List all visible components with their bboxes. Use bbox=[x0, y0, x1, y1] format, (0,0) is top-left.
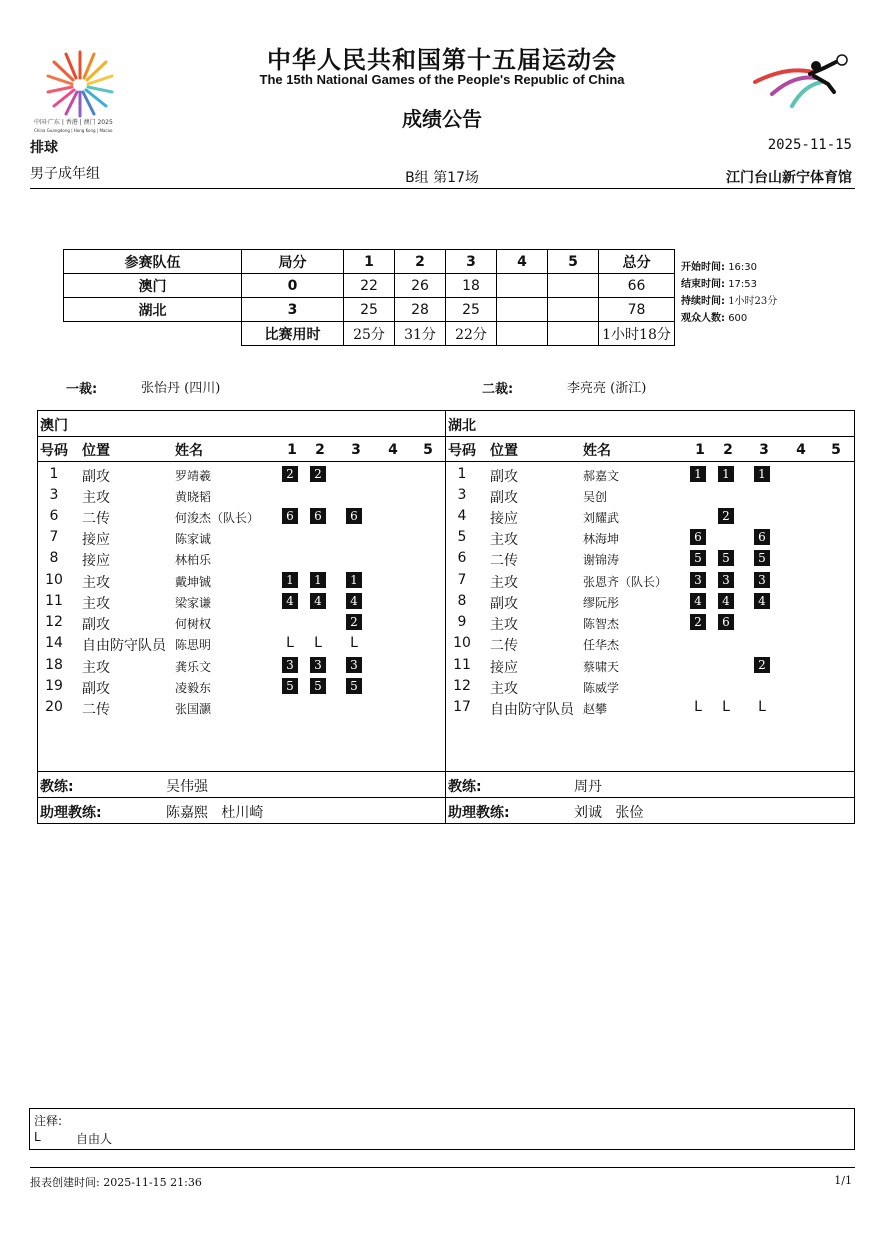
player-position: 二传 bbox=[82, 702, 110, 718]
starting-position-box: 2 bbox=[690, 614, 706, 630]
col-header-no: 号码 bbox=[40, 443, 68, 459]
libero-mark: L bbox=[314, 635, 322, 651]
player-number: 3 bbox=[457, 487, 467, 503]
score-s4 bbox=[497, 298, 548, 322]
starting-position-box: 4 bbox=[754, 593, 770, 609]
starting-position-box: 5 bbox=[346, 678, 362, 694]
score-header-total: 总分 bbox=[599, 250, 675, 274]
player-name: 梁家谦 bbox=[175, 596, 212, 610]
starting-position-box: 1 bbox=[282, 572, 298, 588]
player-position: 副攻 bbox=[82, 681, 110, 697]
score-header-row bbox=[64, 250, 675, 274]
starting-position-box: 2 bbox=[718, 508, 734, 524]
starting-position-box: 4 bbox=[718, 593, 734, 609]
player-number: 5 bbox=[457, 529, 467, 545]
assistant-coach-names: 刘诚 张俭 bbox=[574, 805, 644, 821]
duration-s2: 31分 bbox=[395, 322, 446, 346]
score-s3: 18 bbox=[446, 274, 497, 298]
starting-position-box: 4 bbox=[346, 593, 362, 609]
player-name: 林柏乐 bbox=[175, 553, 212, 567]
coach-label: 教练: bbox=[448, 779, 482, 795]
col-header-pos: 位置 bbox=[490, 443, 518, 459]
col-header-name: 姓名 bbox=[175, 443, 203, 459]
score-s1: 22 bbox=[344, 274, 395, 298]
assistant-coach-label: 助理教练: bbox=[40, 805, 102, 821]
player-number: 12 bbox=[453, 678, 471, 694]
player-position: 主攻 bbox=[490, 532, 518, 548]
player-position: 副攻 bbox=[490, 469, 518, 485]
notes-key: L bbox=[34, 1130, 41, 1144]
player-position: 主攻 bbox=[82, 596, 110, 612]
player-name: 林海坤 bbox=[583, 532, 620, 546]
starting-position-box: 5 bbox=[718, 550, 734, 566]
score-sets-won: 3 bbox=[242, 298, 344, 322]
player-name: 何树权 bbox=[175, 617, 212, 631]
games-title-cn: 中华人民共和国第十五届运动会 bbox=[267, 46, 617, 74]
starting-position-box: 3 bbox=[754, 572, 770, 588]
player-position: 二传 bbox=[490, 638, 518, 654]
score-team: 湖北 bbox=[64, 298, 242, 322]
player-position: 副攻 bbox=[82, 469, 110, 485]
score-header-sets: 局分 bbox=[242, 250, 344, 274]
starting-position-box: 5 bbox=[310, 678, 326, 694]
end-time-label: 结束时间: bbox=[681, 279, 725, 290]
player-number: 8 bbox=[49, 550, 59, 566]
player-number: 6 bbox=[49, 508, 59, 524]
player-name: 刘耀武 bbox=[583, 511, 620, 525]
player-number: 19 bbox=[45, 678, 63, 694]
player-position: 自由防守队员 bbox=[82, 638, 166, 654]
starting-position-box: 2 bbox=[310, 466, 326, 482]
player-number: 11 bbox=[45, 593, 63, 609]
coach-name: 吴伟强 bbox=[166, 779, 208, 795]
page-number: 1/1 bbox=[834, 1174, 852, 1187]
player-number: 1 bbox=[457, 466, 467, 482]
first-referee: 张怡丹 (四川) bbox=[141, 381, 221, 396]
player-name: 何浚杰（队长） bbox=[175, 511, 260, 525]
libero-mark: L bbox=[694, 699, 702, 715]
duration-label: 持续时间: bbox=[681, 296, 725, 307]
logo-caption: 中国·广东 | 香港 | 澳门 2025 bbox=[34, 119, 113, 126]
player-name: 陈家诚 bbox=[175, 532, 212, 546]
second-referee: 李亮亮 (浙江) bbox=[567, 381, 647, 396]
libero-mark: L bbox=[350, 635, 358, 651]
footer-divider bbox=[30, 1167, 855, 1168]
player-name: 赵攀 bbox=[583, 702, 608, 716]
document-title: 成绩公告 bbox=[402, 107, 482, 131]
player-position: 主攻 bbox=[82, 575, 110, 591]
starting-position-box: 3 bbox=[690, 572, 706, 588]
match-info bbox=[681, 259, 777, 327]
starting-position-box: 2 bbox=[346, 614, 362, 630]
col-header-set-4: 4 bbox=[388, 442, 398, 458]
starting-position-box: 4 bbox=[282, 593, 298, 609]
start-time: 16:30 bbox=[728, 262, 758, 273]
score-header-s1: 1 bbox=[344, 250, 395, 274]
notes-value: 自由人 bbox=[76, 1132, 113, 1146]
first-referee-label: 一裁: bbox=[66, 382, 98, 397]
score-header-s3: 3 bbox=[446, 250, 497, 274]
player-number: 12 bbox=[45, 614, 63, 630]
duration-label: 比赛用时 bbox=[242, 322, 344, 346]
player-number: 18 bbox=[45, 657, 63, 673]
player-position: 接应 bbox=[490, 660, 518, 676]
player-number: 9 bbox=[457, 614, 467, 630]
score-sets-won: 0 bbox=[242, 274, 344, 298]
starting-position-box: 2 bbox=[282, 466, 298, 482]
player-number: 14 bbox=[45, 635, 63, 651]
player-name: 陈思明 bbox=[175, 638, 212, 652]
col-header-name: 姓名 bbox=[583, 443, 611, 459]
starting-position-box: 3 bbox=[718, 572, 734, 588]
assistant-coach-names: 陈嘉熙 杜川崎 bbox=[166, 805, 264, 821]
starting-position-box: 5 bbox=[754, 550, 770, 566]
starting-position-box: 1 bbox=[754, 466, 770, 482]
score-s5 bbox=[548, 298, 599, 322]
starting-position-box: 5 bbox=[690, 550, 706, 566]
score-row bbox=[64, 298, 675, 322]
starting-position-box: 6 bbox=[346, 508, 362, 524]
starting-position-box: 3 bbox=[310, 657, 326, 673]
score-s1: 25 bbox=[344, 298, 395, 322]
starting-position-box: 3 bbox=[346, 657, 362, 673]
player-name: 谢锦涛 bbox=[583, 553, 620, 567]
libero-mark: L bbox=[722, 699, 730, 715]
starting-position-box: 4 bbox=[690, 593, 706, 609]
col-header-set-5: 5 bbox=[423, 442, 433, 458]
starting-position-box: 1 bbox=[718, 466, 734, 482]
player-position: 副攻 bbox=[490, 596, 518, 612]
starting-position-box: 3 bbox=[282, 657, 298, 673]
player-name: 黄晓韬 bbox=[175, 490, 212, 504]
category: 男子成年组 bbox=[30, 166, 100, 182]
player-name: 张恩齐（队长） bbox=[583, 575, 668, 589]
starting-position-box: 6 bbox=[282, 508, 298, 524]
duration-value: 1小时23分 bbox=[728, 296, 778, 307]
player-number: 10 bbox=[453, 635, 471, 651]
player-name: 陈智杰 bbox=[583, 617, 620, 631]
header-divider bbox=[30, 188, 855, 189]
duration-total: 1小时18分 bbox=[599, 322, 675, 346]
player-name: 郝嘉文 bbox=[583, 469, 620, 483]
end-time: 17:53 bbox=[728, 279, 758, 290]
player-name: 张国灏 bbox=[175, 702, 212, 716]
score-table bbox=[63, 249, 675, 346]
duration-s1: 25分 bbox=[344, 322, 395, 346]
player-number: 10 bbox=[45, 572, 63, 588]
score-total: 78 bbox=[599, 298, 675, 322]
player-position: 主攻 bbox=[490, 681, 518, 697]
col-header-set-4: 4 bbox=[796, 442, 806, 458]
starting-position-box: 6 bbox=[718, 614, 734, 630]
duration-row bbox=[64, 322, 675, 346]
player-name: 凌毅东 bbox=[175, 681, 212, 695]
notes-box bbox=[29, 1108, 855, 1150]
player-name: 缪阮彤 bbox=[583, 596, 620, 610]
col-header-set-3: 3 bbox=[351, 442, 361, 458]
group-match: B组 第17场 bbox=[405, 170, 479, 186]
player-position: 二传 bbox=[82, 511, 110, 527]
player-position: 副攻 bbox=[490, 490, 518, 506]
roster-team-name: 湖北 bbox=[448, 418, 476, 434]
score-s2: 28 bbox=[395, 298, 446, 322]
starting-position-box: 4 bbox=[310, 593, 326, 609]
score-header-team: 参赛队伍 bbox=[64, 250, 242, 274]
player-position: 二传 bbox=[490, 553, 518, 569]
player-name: 吴创 bbox=[583, 490, 608, 504]
roster-team-name: 澳门 bbox=[40, 418, 68, 434]
col-header-set-1: 1 bbox=[287, 442, 297, 458]
libero-mark: L bbox=[758, 699, 766, 715]
libero-mark: L bbox=[286, 635, 294, 651]
player-position: 自由防守队员 bbox=[490, 702, 574, 718]
player-position: 主攻 bbox=[82, 660, 110, 676]
player-position: 副攻 bbox=[82, 617, 110, 633]
player-name: 蔡啸天 bbox=[583, 660, 620, 674]
player-number: 20 bbox=[45, 699, 63, 715]
player-position: 主攻 bbox=[82, 490, 110, 506]
col-header-pos: 位置 bbox=[82, 443, 110, 459]
player-number: 6 bbox=[457, 550, 467, 566]
starting-position-box: 6 bbox=[754, 529, 770, 545]
player-number: 7 bbox=[49, 529, 59, 545]
score-header-s4: 4 bbox=[497, 250, 548, 274]
player-name: 龚乐文 bbox=[175, 660, 212, 674]
audience-value: 600 bbox=[728, 313, 748, 324]
starting-position-box: 1 bbox=[346, 572, 362, 588]
roster-divider bbox=[445, 410, 446, 824]
audience-label: 观众人数: bbox=[681, 313, 725, 324]
games-title-en: The 15th National Games of the People's Republic of China bbox=[259, 72, 625, 87]
player-position: 主攻 bbox=[490, 617, 518, 633]
player-number: 7 bbox=[457, 572, 467, 588]
col-header-set-2: 2 bbox=[723, 442, 733, 458]
starting-position-box: 5 bbox=[282, 678, 298, 694]
logo-caption-en: China Guangdong | Hong Kong | Macao bbox=[34, 128, 113, 133]
venue: 江门台山新宁体育馆 bbox=[726, 170, 852, 186]
score-s5 bbox=[548, 274, 599, 298]
player-position: 主攻 bbox=[490, 575, 518, 591]
report-created: 报表创建时间: 2025-11-15 21:36 bbox=[30, 1176, 202, 1189]
coach-label: 教练: bbox=[40, 779, 74, 795]
player-number: 17 bbox=[453, 699, 471, 715]
score-s4 bbox=[497, 274, 548, 298]
score-team: 澳门 bbox=[64, 274, 242, 298]
second-referee-label: 二裁: bbox=[482, 382, 514, 397]
player-number: 8 bbox=[457, 593, 467, 609]
coach-name: 周丹 bbox=[574, 779, 602, 795]
player-number: 4 bbox=[457, 508, 467, 524]
col-header-set-5: 5 bbox=[831, 442, 841, 458]
player-number: 11 bbox=[453, 657, 471, 673]
score-header-s5: 5 bbox=[548, 250, 599, 274]
start-time-label: 开始时间: bbox=[681, 262, 725, 273]
match-date: 2025-11-15 bbox=[767, 137, 852, 153]
score-s3: 25 bbox=[446, 298, 497, 322]
player-name: 戴坤铖 bbox=[175, 575, 212, 589]
score-total: 66 bbox=[599, 274, 675, 298]
player-number: 1 bbox=[49, 466, 59, 482]
duration-s3: 22分 bbox=[446, 322, 497, 346]
starting-position-box: 1 bbox=[310, 572, 326, 588]
duration-s5 bbox=[548, 322, 599, 346]
starting-position-box: 1 bbox=[690, 466, 706, 482]
player-position: 接应 bbox=[82, 532, 110, 548]
player-name: 罗靖羲 bbox=[175, 469, 212, 483]
score-s2: 26 bbox=[395, 274, 446, 298]
starting-position-box: 6 bbox=[690, 529, 706, 545]
player-name: 陈威学 bbox=[583, 681, 620, 695]
starting-position-box: 2 bbox=[754, 657, 770, 673]
col-header-set-2: 2 bbox=[315, 442, 325, 458]
score-row bbox=[64, 274, 675, 298]
player-position: 接应 bbox=[490, 511, 518, 527]
col-header-set-1: 1 bbox=[695, 442, 705, 458]
player-name: 任华杰 bbox=[583, 638, 620, 652]
notes-label: 注释: bbox=[34, 1114, 63, 1128]
player-position: 接应 bbox=[82, 553, 110, 569]
assistant-coach-label: 助理教练: bbox=[448, 805, 510, 821]
duration-s4 bbox=[497, 322, 548, 346]
starting-position-box: 6 bbox=[310, 508, 326, 524]
player-number: 3 bbox=[49, 487, 59, 503]
col-header-set-3: 3 bbox=[759, 442, 769, 458]
sport-name: 排球 bbox=[30, 140, 58, 156]
score-header-s2: 2 bbox=[395, 250, 446, 274]
col-header-no: 号码 bbox=[448, 443, 476, 459]
